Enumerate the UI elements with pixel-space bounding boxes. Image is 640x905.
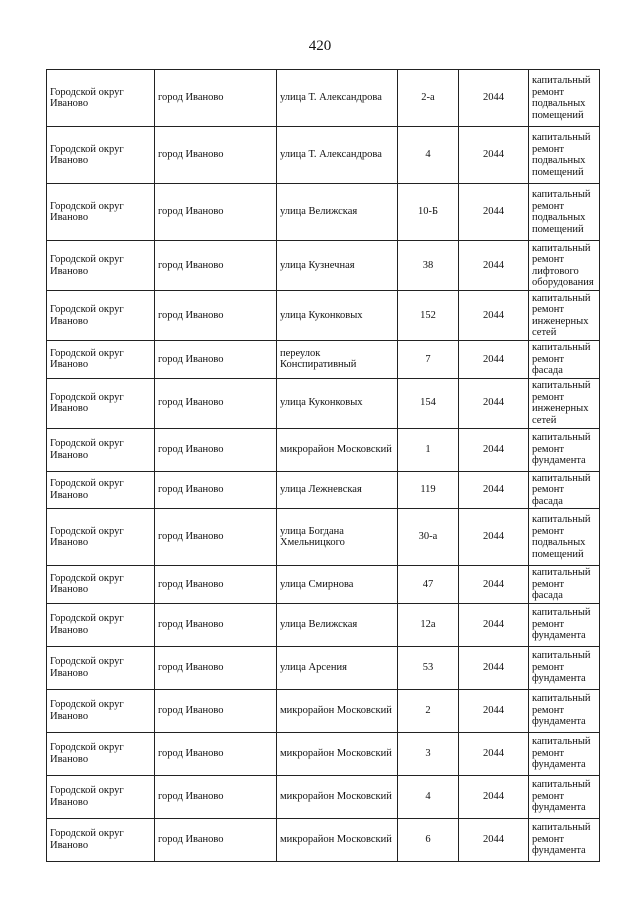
registry-table [46,69,600,862]
cell-street: улица Т. Александрова [277,70,398,127]
cell-house-number: 2-а [398,70,459,127]
cell-house-number: 1 [398,428,459,471]
cell-year: 2044 [459,566,529,604]
cell-house-number: 47 [398,566,459,604]
cell-house-number: 6 [398,818,459,861]
cell-year: 2044 [459,70,529,127]
cell-city: город Иваново [155,241,277,291]
cell-work-type: капитальный ремонт фундамента [529,603,600,646]
cell-year: 2044 [459,471,529,509]
cell-work-type: капитальный ремонт фундамента [529,775,600,818]
table-row [47,471,600,509]
cell-year: 2044 [459,428,529,471]
cell-okrug: Городской округ Иваново [47,646,155,689]
cell-city: город Иваново [155,775,277,818]
cell-house-number: 3 [398,732,459,775]
table-row [47,378,600,428]
cell-okrug: Городской округ Иваново [47,127,155,184]
cell-street: улица Кузнечная [277,241,398,291]
cell-okrug: Городской округ Иваново [47,184,155,241]
table-row [47,428,600,471]
table-row [47,341,600,379]
cell-work-type: капитальный ремонт инженерных сетей [529,291,600,341]
cell-street: переулок Конспиративный [277,341,398,379]
cell-city: город Иваново [155,70,277,127]
cell-okrug: Городской округ Иваново [47,70,155,127]
cell-year: 2044 [459,127,529,184]
cell-city: город Иваново [155,127,277,184]
cell-okrug: Городской округ Иваново [47,775,155,818]
cell-work-type: капитальный ремонт фасада [529,341,600,379]
cell-work-type: капитальный ремонт фундамента [529,732,600,775]
cell-city: город Иваново [155,291,277,341]
cell-house-number: 12а [398,603,459,646]
cell-okrug: Городской округ Иваново [47,689,155,732]
cell-work-type: капитальный ремонт подвальных помещений [529,184,600,241]
page-number: 420 [308,38,332,54]
cell-okrug: Городской округ Иваново [47,241,155,291]
cell-work-type: капитальный ремонт лифтового оборудования [529,241,600,291]
table-row [47,818,600,861]
cell-city: город Иваново [155,184,277,241]
cell-year: 2044 [459,241,529,291]
cell-year: 2044 [459,732,529,775]
cell-year: 2044 [459,603,529,646]
cell-city: город Иваново [155,471,277,509]
cell-work-type: капитальный ремонт фундамента [529,818,600,861]
table-row [47,184,600,241]
cell-street: улица Т. Александрова [277,127,398,184]
cell-city: город Иваново [155,341,277,379]
cell-okrug: Городской округ Иваново [47,509,155,566]
cell-city: город Иваново [155,732,277,775]
table-body [47,70,600,862]
table-row [47,70,600,127]
cell-house-number: 53 [398,646,459,689]
cell-street: улица Велижская [277,184,398,241]
cell-street: улица Богдана Хмельницкого [277,509,398,566]
cell-okrug: Городской округ Иваново [47,378,155,428]
cell-year: 2044 [459,378,529,428]
cell-year: 2044 [459,818,529,861]
cell-city: город Иваново [155,428,277,471]
cell-street: микрорайон Московский [277,689,398,732]
cell-house-number: 7 [398,341,459,379]
cell-work-type: капитальный ремонт фундамента [529,689,600,732]
cell-year: 2044 [459,291,529,341]
cell-street: микрорайон Московский [277,428,398,471]
cell-work-type: капитальный ремонт подвальных помещений [529,127,600,184]
cell-okrug: Городской округ Иваново [47,341,155,379]
cell-street: улица Лежневская [277,471,398,509]
cell-street: улица Смирнова [277,566,398,604]
cell-house-number: 152 [398,291,459,341]
cell-work-type: капитальный ремонт фасада [529,566,600,604]
cell-house-number: 10-Б [398,184,459,241]
cell-okrug: Городской округ Иваново [47,732,155,775]
cell-okrug: Городской округ Иваново [47,471,155,509]
cell-house-number: 2 [398,689,459,732]
cell-street: улица Арсения [277,646,398,689]
cell-house-number: 4 [398,775,459,818]
cell-year: 2044 [459,775,529,818]
table-row [47,732,600,775]
cell-work-type: капитальный ремонт подвальных помещений [529,509,600,566]
cell-work-type: капитальный ремонт фундамента [529,428,600,471]
table-row [47,646,600,689]
cell-year: 2044 [459,689,529,732]
cell-okrug: Городской округ Иваново [47,566,155,604]
cell-work-type: капитальный ремонт фасада [529,471,600,509]
table-row [47,509,600,566]
cell-street: улица Велижская [277,603,398,646]
cell-street: улица Куконковых [277,291,398,341]
cell-work-type: капитальный ремонт инженерных сетей [529,378,600,428]
cell-street: микрорайон Московский [277,818,398,861]
cell-street: микрорайон Московский [277,775,398,818]
cell-okrug: Городской округ Иваново [47,818,155,861]
cell-house-number: 30-а [398,509,459,566]
cell-house-number: 4 [398,127,459,184]
cell-house-number: 154 [398,378,459,428]
cell-city: город Иваново [155,603,277,646]
cell-city: город Иваново [155,378,277,428]
cell-city: город Иваново [155,509,277,566]
cell-year: 2044 [459,341,529,379]
cell-house-number: 38 [398,241,459,291]
cell-year: 2044 [459,646,529,689]
cell-city: город Иваново [155,566,277,604]
table-row [47,291,600,341]
cell-house-number: 119 [398,471,459,509]
cell-year: 2044 [459,184,529,241]
cell-street: улица Куконковых [277,378,398,428]
cell-city: город Иваново [155,646,277,689]
cell-city: город Иваново [155,818,277,861]
table-row [47,775,600,818]
cell-street: микрорайон Московский [277,732,398,775]
table-row [47,603,600,646]
cell-okrug: Городской округ Иваново [47,428,155,471]
table-row [47,127,600,184]
cell-work-type: капитальный ремонт фундамента [529,646,600,689]
cell-work-type: капитальный ремонт подвальных помещений [529,70,600,127]
cell-okrug: Городской округ Иваново [47,291,155,341]
cell-city: город Иваново [155,689,277,732]
table-row [47,689,600,732]
table-row [47,241,600,291]
cell-year: 2044 [459,509,529,566]
cell-okrug: Городской округ Иваново [47,603,155,646]
table-row [47,566,600,604]
